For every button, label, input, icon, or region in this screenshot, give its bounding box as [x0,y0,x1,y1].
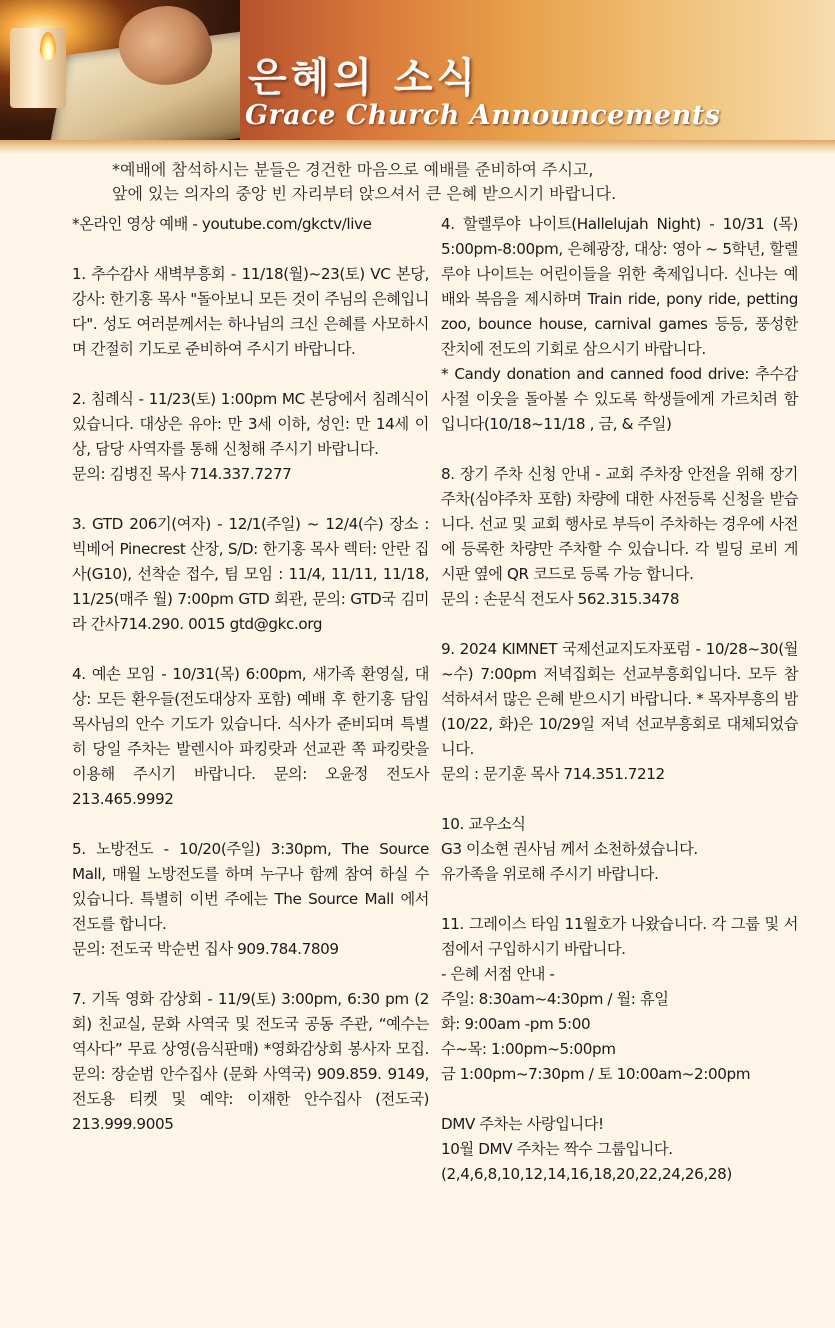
announcement-1 [72,262,429,362]
announcement-contact: 문의 : 손문식 전도사 562.315.3478 [441,590,680,608]
dmv-text: 10월 DMV 주차는 짝수 그룹입니다. [441,1140,673,1158]
announcement-text: 1. 추수감사 새벽부흥회 - 11/18(월)~23(토) VC 본당, 강사: 한기홍 목사 "돌아보니 모든 것이 주님의 은혜입니다". 성도 여러분께서는 하나님의 크신 은혜를 사모하시며 간절히 기도로 준비하여 주시기 바랍니다. [72,265,429,358]
dmv-groups: (2,4,6,8,10,12,14,16,18,20,22,24,26,28) [441,1165,732,1183]
announcement-text: 8. 장기 주차 신청 안내 - 교회 주차장 안전을 위해 장기 주차(심야주차 포함) 차량에 대한 사전등록 신청을 받습니다. 선교 및 교회 행사로 부득이 주차하는 경우에 사전에 등록한 차량만 주차할 수 있습니다. 각 빌딩 로비 게시판 옆에 QR 코드로 등록 가능 합니다. [441,465,798,583]
bookstore-hours: 수~목: 1:00pm~5:00pm [441,1040,616,1058]
bookstore-hours: 주일: 8:30am~4:30pm / 월: 휴일 [441,990,669,1008]
announcement-title: 10. 교우소식 [441,815,526,833]
announcement-11 [441,912,798,1087]
bookstore-hours: 화: 9:00am -pm 5:00 [441,1015,591,1033]
online-worship-link: *온라인 영상 예배 - youtube.com/gkctv/live [72,215,372,233]
candle-bible-photo [0,0,240,140]
announcement-note: * Candy donation and canned food drive: 추수감사절 이웃을 돌아볼 수 있도록 학생들에게 가르치려 함입니다(10/18~11/18 , 금, & 주일) [441,365,798,433]
notice-line-2: 앞에 있는 의자의 중앙 빈 자리부터 앉으셔서 큰 은혜 받으시기 바랍니다. [112,184,617,203]
candle-image [10,28,66,108]
announcement-text: 4. 예손 모임 - 10/31(목) 6:00pm, 새가족 환영실, 대상: 모든 환우들(전도대상자 포함) 예배 후 한기홍 담임목사님의 안수 기도가 있습니다. 식사가 준비되며 특별히 당일 주차는 발렌시아 파킹랏과 선교관 쪽 파킹랏을 이용해 주시기 바랍니다. 문의: 오윤정 전도사 213.465.9992 [72,665,429,808]
announcement-contact: 문의 : 문기훈 목사 714.351.7212 [441,765,665,783]
announcement-text: 7. 기독 영화 감상회 - 11/9(토) 3:00pm, 6:30 pm (2회) 친교실, 문화 사역국 및 전도국 공동 주관, “예수는 역사다” 무료 상영(음식판매) *영화감상회 봉사자 모집. 문의: 장순범 안수집사 (문화 사역국) 909.859. 9149, 전도용 티켓 및 예약: 이재한 안수집사 (전도국) 213.999.9005 [72,990,429,1133]
announcement-7 [72,987,429,1137]
announcement-9 [441,637,798,787]
header-banner [0,0,835,150]
header-fade [0,140,835,154]
announcement-text: G3 이소현 권사님 께서 소천하셨습니다. [441,840,698,858]
announcement-text: 4. 할렐루야 나이트(Hallelujah Night) - 10/31 (목) 5:00pm-8:00pm, 은혜광장, 대상: 영아 ~ 5학년, 할렐루야 나이트는 어린이들을 위한 축제입니다. 신나는 예배와 복음을 제시하며 Train ride, pony ride, petting zoo, bounce house, carnival games 등등, 풍성한 잔치에 전도의 기회로 삼으시기 바랍니다. [441,215,798,358]
dmv-title: DMV 주차는 사랑입니다! [441,1115,604,1133]
announcement-contact: 문의: 김병진 목사 714.337.7277 [72,465,292,483]
page-title-korean: 은혜의 소식 [248,55,480,101]
bookstore-hours: 금 1:00pm~7:30pm / 토 10:00am~2:00pm [441,1065,751,1083]
announcement-text: 2. 침례식 - 11/23(토) 1:00pm MC 본당에서 침례식이 있습니다. 대상은 유아: 만 3세 이하, 성인: 만 14세 이상, 담당 사역자를 통해 신청해 주시기 바랍니다. [72,390,429,458]
left-column [72,212,429,1162]
announcement-3 [72,512,429,637]
announcement-8 [441,462,798,612]
notice-line-1: *예배에 참석하시는 분들은 경건한 마음으로 예배를 준비하여 주시고, [112,160,594,179]
announcement-hallelujah-night [441,212,798,437]
announcement-online [72,212,429,237]
announcement-5 [72,837,429,962]
candle-flame [40,32,56,60]
announcement-dmv [441,1112,798,1187]
bookstore-title: - 은혜 서점 안내 - [441,965,555,983]
announcement-4 [72,662,429,812]
announcement-text: 5. 노방전도 - 10/20(주일) 3:30pm, The Source Mall, 매월 노방전도를 하며 누구나 함께 참여 하실 수 있습니다. 특별히 이번 주에는 The Source Mall 에서 전도를 합니다. [72,840,429,933]
announcement-2 [72,387,429,487]
announcement-text: 11. 그레이스 타임 11월호가 나왔습니다. 각 그룹 및 서점에서 구입하시기 바랍니다. [441,915,798,958]
worship-notice [112,158,752,206]
announcement-text: 3. GTD 206기(여자) - 12/1(주일) ~ 12/4(수) 장소 : 빅베어 Pinecrest 산장, S/D: 한기홍 목사 렉터: 안란 집사(G10), 선착순 접수, 팀 모임 : 11/4, 11/11, 11/18, 11/25(매주 월) 7:00pm GTD 회관, 문의: GTD국 김미라 간사714.290. 0015 gtd@gkc.org [72,515,429,633]
announcement-contact: 문의: 전도국 박순번 집사 909.784.7809 [72,940,339,958]
right-column [441,212,798,1212]
announcement-text: 유가족을 위로해 주시기 바랍니다. [441,865,659,883]
announcement-text: 9. 2024 KIMNET 국제선교지도자포럼 - 10/28~30(월~수) 7:00pm 저녁집회는 선교부흥회입니다. 모두 참석하셔서 많은 은혜 받으시기 바랍니다. * 목자부흥의 밤(10/22, 화)은 10/29일 저녁 선교부흥회로 대체되었습니다. [441,640,798,758]
page-title-english: Grace Church Announcements [245,100,721,131]
announcement-10 [441,812,798,887]
